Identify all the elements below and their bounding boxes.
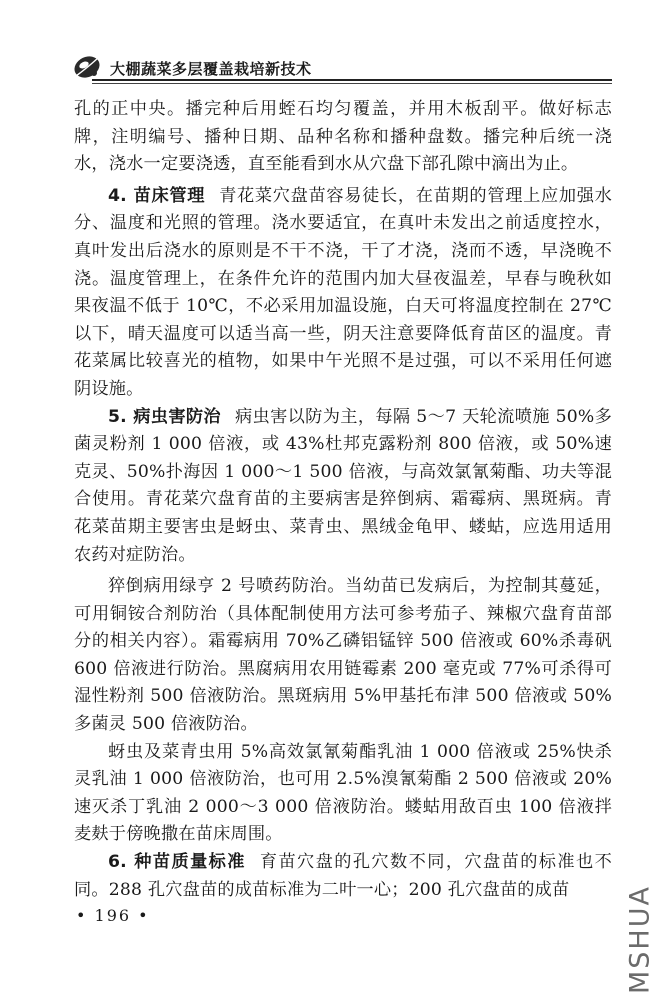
paragraph-text: 猝倒病用绿亨 2 号喷药防治。当幼苗已发病后，为控制其蔓延，可用铜铵合剂防治（具体配制使用方法可参考茄子、辣椒穴盘育苗部分的相关内容）。霜霉病用 70%乙磷铝锰锌 500 倍液或 60%杀毒矾 600 倍液进行防治。黑腐病用农用链霉素 200 毫克或 77%可杀得可湿性粉剂 500 倍液防治。黑斑病用 5%甲基托布津 500 倍液或 50%多菌灵 500 倍液防治。: [74, 576, 612, 735]
paragraph: [74, 573, 612, 739]
leaf-emblem-icon: [72, 52, 102, 82]
paragraph: [74, 404, 612, 570]
paragraph: [74, 739, 612, 849]
paragraph: [74, 849, 612, 904]
running-header: [72, 36, 612, 86]
book-title: 大棚蔬菜多层覆盖栽培新技术: [110, 60, 312, 78]
watermark: [620, 884, 660, 994]
header-rule: [92, 79, 612, 81]
paragraph-text: 蚜虫及菜青虫用 5%高效氯氰菊酯乳油 1 000 倍液或 25%快杀灵乳油 1 000 倍液防治，也可用 2.5%溴氰菊酯 2 500 倍液或 20%速灭杀丁乳油 2 000～3 000 倍液防治。蝼蛄用敌百虫 100 倍液拌麦麸于傍晚撒在苗床周围。: [74, 741, 612, 845]
paragraph-text: 育苗穴盘的孔穴数不同，穴盘苗的标准也不同。288 孔穴盘苗的成苗标准为二叶一心；200 孔穴盘苗的成苗: [74, 852, 612, 900]
body-text: [74, 96, 612, 904]
section-heading: 4. 苗床管理: [108, 185, 206, 206]
paragraph-text: 青花菜穴盘苗容易徒长，在苗期的管理上应加强水分、温度和光照的管理。浇水要适宜，在真叶未发出之前适度控水，真叶发出后浇水的原则是不干不浇，干了才浇，浇而不透，早浇晚不浇。温度管理上，在条件允许的范围内加大昼夜温差，早春与晚秋如果夜温不低于 10℃，不必采用加温设施，白天可将温度控制在 27℃以下，晴天温度可以适当高一些，阴天注意要降低育苗区的温度。青花菜属比较喜光的植物，如果中午光照不是过强，可以不采用任何遮阴设施。: [74, 185, 612, 399]
section-heading: 6. 种苗质量标准: [108, 852, 246, 873]
paragraph-text: 孔的正中央。播完种后用蛭石均匀覆盖，并用木板刮平。做好标志牌，注明编号、播种日期、品种名称和播种盘数。播完种后统一浇水，浇水一定要浇透，直至能看到水从穴盘下部孔隙中滴出为止。: [74, 99, 612, 175]
paragraph: [74, 96, 612, 179]
paragraph: [74, 183, 612, 404]
section-heading: 5. 病虫害防治: [108, 406, 221, 427]
page-number: • 196 •: [76, 906, 150, 925]
watermark-text: MSHUA: [624, 885, 656, 994]
header-rule-thin: [92, 83, 612, 84]
paragraph-text: 病虫害以防为主，每隔 5～7 天轮流喷施 50%多菌灵粉剂 1 000 倍液，或 43%杜邦克露粉剂 800 倍液，或 50%速克灵、50%扑海因 1 000～1 500 倍液，与高效氯氰菊酯、功夫等混合使用。青花菜穴盘育苗的主要病害是猝倒病、霜霉病、黑斑病。青花菜苗期主要害虫是蚜虫、菜青虫、黑绒金龟甲、蝼蛄，应选用适用农药对症防治。: [74, 406, 613, 565]
